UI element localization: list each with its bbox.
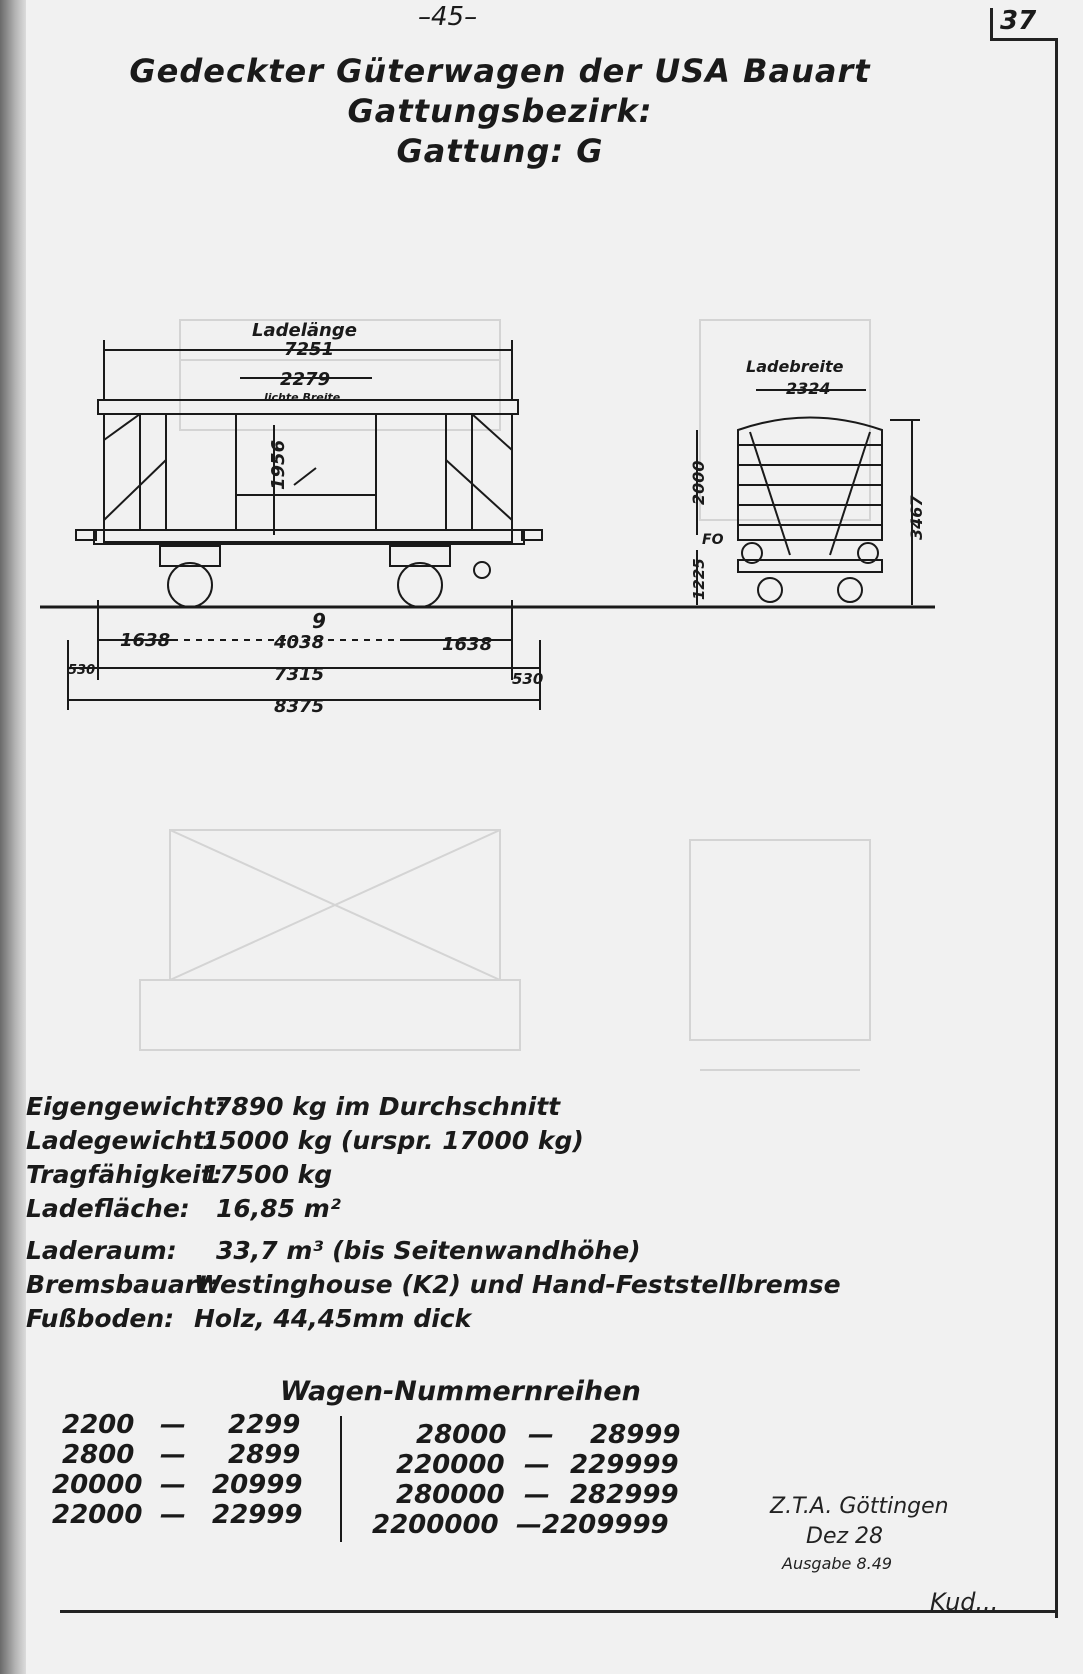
overhang-right-label: 1638: [442, 634, 493, 655]
number-ranges-divider: [340, 1416, 342, 1542]
number-range-row: 280000 — 282999: [396, 1480, 679, 1510]
page-title: Gedeckter Güterwagen der USA Bauart: [129, 52, 871, 90]
wheelbase-label: 4038: [274, 632, 325, 653]
lichte-breite-value: 2279: [280, 369, 331, 390]
lichte-breite-label: lichte Breite: [264, 391, 341, 404]
floor-height-label: 1225: [690, 558, 708, 600]
total-length-label: 8375: [274, 696, 325, 717]
gattung-line: Gattung: G: [396, 132, 604, 170]
ladelaenge-value: 7251: [284, 339, 335, 360]
total-height-label: 3467: [907, 495, 926, 540]
gattungsbezirk-line: Gattungsbezirk:: [347, 92, 653, 130]
number-range-row: 22000 — 22999: [52, 1500, 303, 1530]
number-ranges-heading: Wagen-Nummernreihen: [280, 1376, 641, 1407]
buffer-left-label: 530: [68, 663, 96, 678]
height-1956-label: 1956: [268, 439, 289, 490]
inner-height-label: 2000: [689, 460, 708, 505]
number-range-row: 2200 — 2299: [62, 1410, 301, 1440]
sheet-number: 37: [1000, 6, 1037, 36]
number-range-row: 220000 — 229999: [396, 1450, 679, 1480]
signature: Kud...: [930, 1588, 999, 1616]
overhang-left-label: 1638: [120, 630, 171, 651]
number-range-row: 2800 — 2899: [62, 1440, 301, 1470]
stamp-dept: Dez 28: [806, 1524, 884, 1549]
stamp-edition: Ausgabe 8.49: [782, 1554, 893, 1573]
page-number: –45–: [418, 2, 478, 32]
number-range-row: 2200000 — 2209999: [372, 1510, 669, 1540]
floor-label: FO: [702, 532, 724, 548]
number-range-row: 28000 — 28999: [416, 1420, 681, 1450]
frame-line: [60, 1610, 1058, 1613]
stamp-office: Z.T.A. Göttingen: [770, 1494, 949, 1519]
ladebreite-label: Ladebreite: [746, 357, 844, 376]
ladelaenge-label: Ladelänge: [252, 320, 357, 341]
center-mark: 9: [312, 609, 326, 633]
body-length-label: 7315: [274, 664, 325, 685]
ladebreite-value: 2324: [786, 379, 831, 398]
number-range-row: 20000 — 20999: [52, 1470, 303, 1500]
wagon-drawing: [0, 0, 1083, 760]
buffer-right-label: 530: [512, 670, 544, 688]
